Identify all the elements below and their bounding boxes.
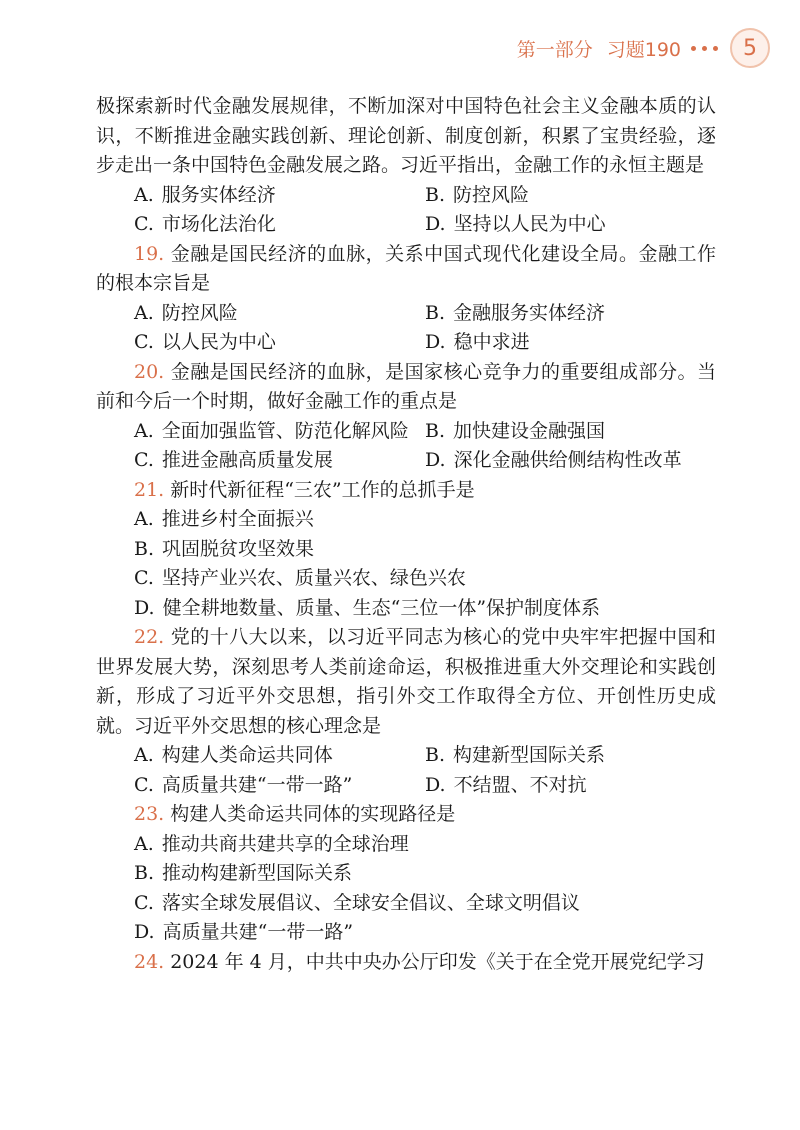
page-content: [96, 92, 716, 977]
question-text: 金融是国民经济的血脉，关系中国式现代化建设全局。金融工作的根本宗旨是: [96, 242, 716, 294]
header-section-title: 第一部分: [516, 38, 593, 61]
question-number: 22.: [134, 626, 165, 648]
question-number: 21.: [134, 478, 165, 501]
question-22: [96, 623, 716, 741]
option-c: C. 落实全球发展倡议、全球安全倡议、全球文明倡议: [134, 891, 580, 914]
question-text: 新时代新征程“三农”工作的总抓手是: [170, 478, 475, 501]
option-d: D. 坚持以人民为中心: [425, 213, 606, 235]
option-b: B. 构建新型国际关系: [425, 744, 606, 766]
question-21: [96, 476, 716, 506]
intro-options: [96, 181, 716, 240]
question-number: 20.: [134, 360, 165, 383]
intro-paragraph: 极探索新时代金融发展规律，不断加深对中国特色社会主义金融本质的认识，不断推进金融实践创新、理论创新、制度创新，积累了宝贵经验，逐步走出一条中国特色金融发展之路。习近平指出，金融工作的永恒主题是: [96, 95, 716, 176]
option-d: D. 深化金融供给侧结构性改革: [425, 449, 682, 471]
question-22-options: [96, 741, 716, 800]
header-dots-icon: [691, 46, 718, 51]
option-a: A. 服务实体经济: [134, 183, 276, 206]
question-23-options: [96, 830, 716, 948]
option-b: B. 巩固脱贫攻坚效果: [134, 537, 315, 560]
option-c: C. 以人民为中心: [134, 331, 276, 353]
option-a: A. 全面加强监管、防范化解风险: [134, 419, 409, 442]
option-b: B. 金融服务实体经济: [425, 301, 606, 324]
option-d: D. 健全耕地数量、质量、生态“三位一体”保护制度体系: [134, 596, 601, 619]
option-c: C. 市场化法治化: [134, 213, 276, 235]
page-number-badge: 5: [730, 28, 770, 68]
question-20-options: [96, 417, 716, 476]
header-series-title: 习题190: [606, 38, 681, 61]
question-text: 构建人类命运共同体的实现路径是: [170, 803, 456, 825]
option-a: A. 推进乡村全面振兴: [134, 508, 314, 530]
option-b: B. 防控风险: [425, 183, 530, 206]
option-b: B. 推动构建新型国际关系: [134, 862, 353, 884]
option-d: D. 不结盟、不对抗: [425, 773, 587, 796]
question-24: [96, 948, 716, 978]
question-number: 23.: [134, 803, 165, 825]
option-a: A. 推动共商共建共享的全球治理: [134, 832, 409, 855]
question-23: [96, 800, 716, 830]
question-text: 党的十八大以来，以习近平同志为核心的党中央牢牢把握中国和世界发展大势，深刻思考人类前途命运，积极推进重大外交理论和实践创新，形成了习近平外交思想，指引外交工作取得全方位、开创性历史成就。习近平外交思想的核心理念是: [96, 626, 716, 737]
question-text: 2024 年 4 月，中共中央办公厅印发《关于在全党开展党纪学习: [170, 950, 705, 973]
option-a: A. 构建人类命运共同体: [134, 744, 333, 766]
question-21-options: [96, 505, 716, 623]
option-b: B. 加快建设金融强国: [425, 419, 606, 442]
page-header: [517, 28, 770, 68]
question-number: 24.: [134, 950, 165, 973]
question-19: [96, 240, 716, 299]
question-19-options: [96, 299, 716, 358]
option-d: D. 高质量共建“一带一路”: [134, 921, 354, 943]
option-d: D. 稳中求进: [425, 331, 530, 353]
question-text: 金融是国民经济的血脉，是国家核心竞争力的重要组成部分。当前和今后一个时期，做好金融工作的重点是: [96, 360, 716, 412]
option-a: A. 防控风险: [134, 301, 238, 324]
question-20: [96, 358, 716, 417]
option-c: C. 推进金融高质量发展: [134, 449, 333, 471]
question-number: 19.: [134, 242, 165, 265]
option-c: C. 高质量共建“一带一路”: [134, 773, 353, 796]
option-c: C. 坚持产业兴农、质量兴农、绿色兴农: [134, 567, 466, 589]
